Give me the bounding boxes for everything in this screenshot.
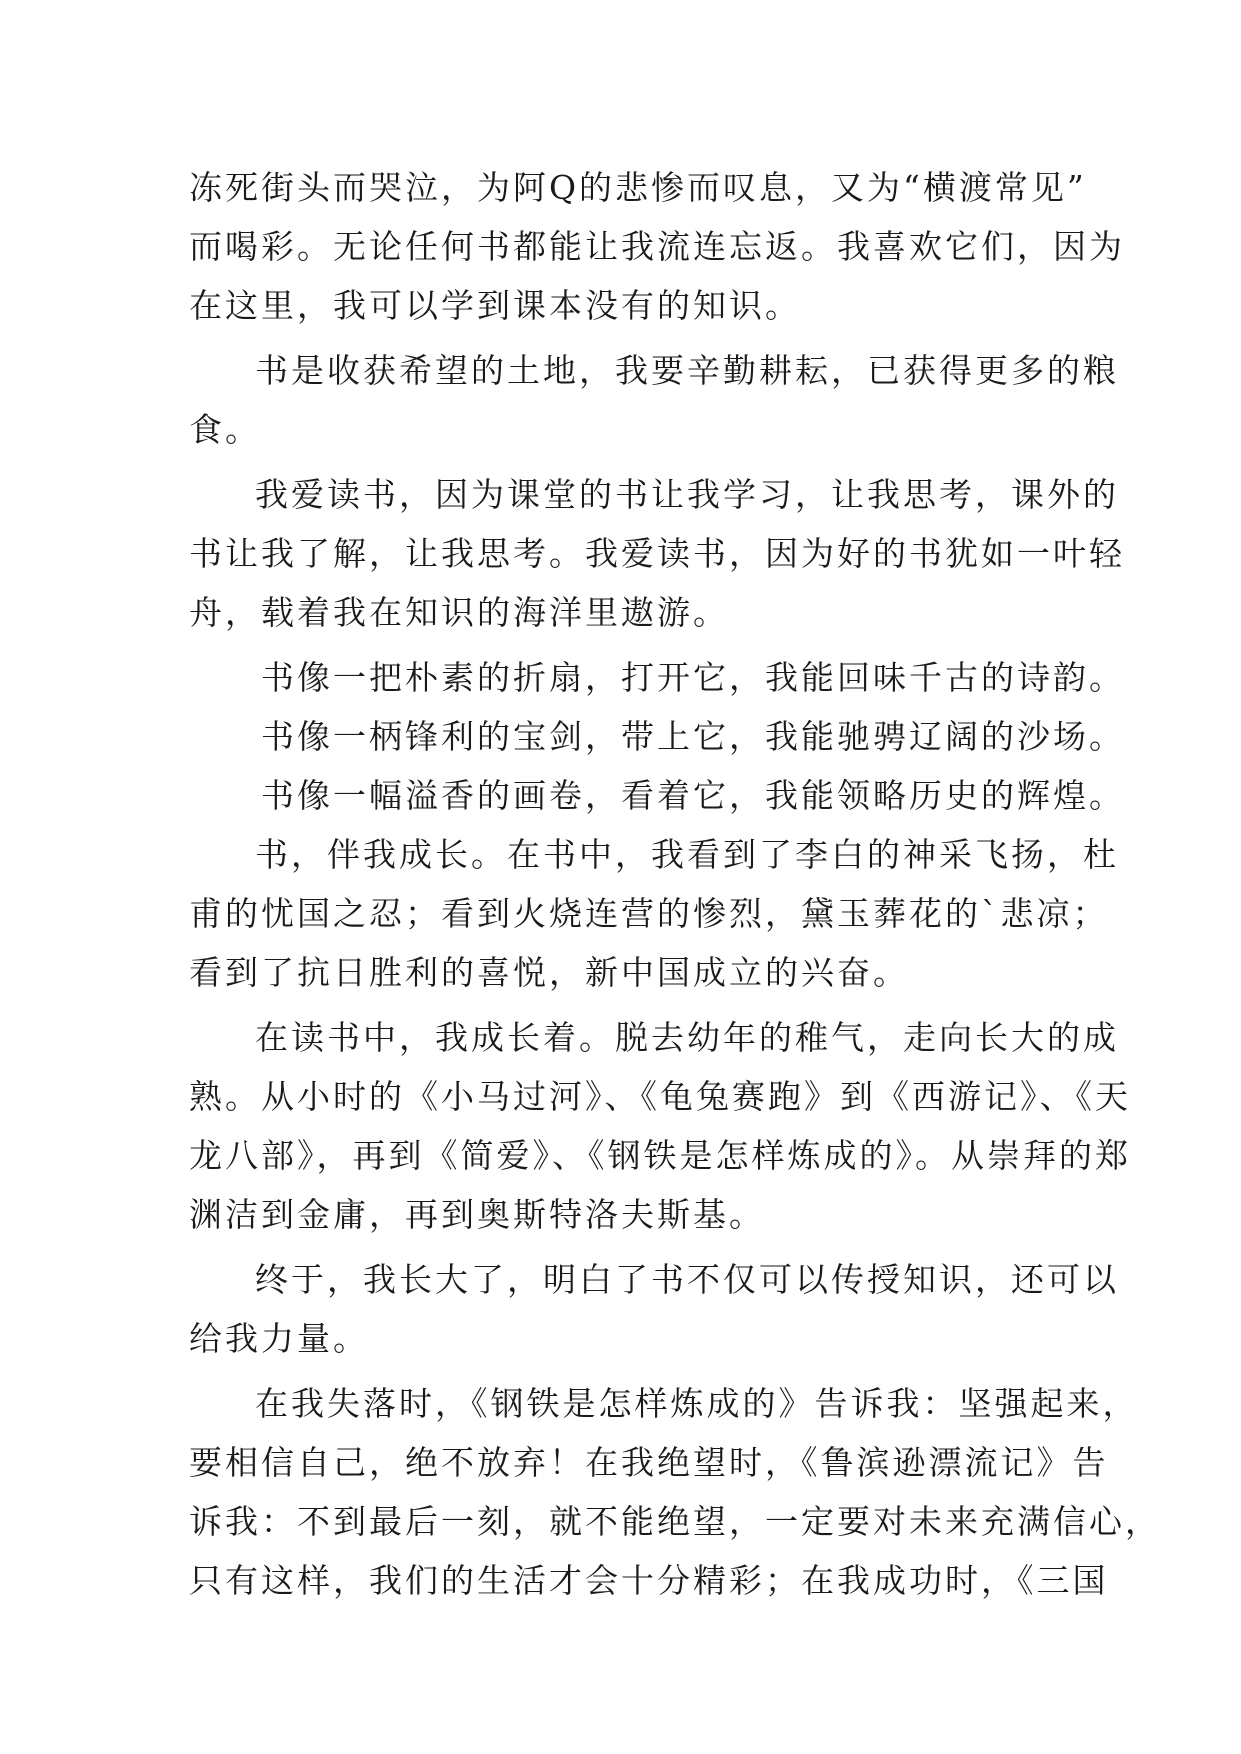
text-line: 在读书中，我成长着。脱去幼年的稚气，走向长大的成	[255, 1018, 1119, 1057]
text-line: 冻死街头而哭泣，为阿Q的悲惨而叹息，又为“横渡常见”	[189, 168, 1087, 207]
text-line: 给我力量。	[189, 1319, 369, 1358]
text-line: 我爱读书，因为课堂的书让我学习，让我思考，课外的	[255, 475, 1119, 514]
paragraph-8	[189, 1008, 1131, 1244]
text-line: 而喝彩。无论任何书都能让我流连忘返。我喜欢它们，因为	[189, 227, 1125, 266]
text-line: 看到了抗日胜利的喜悦，新中国成立的兴奋。	[189, 953, 909, 992]
document-body	[189, 158, 1161, 1610]
text-line: 书像一把朴素的折扇，打开它，我能回味千古的诗韵。	[261, 658, 1125, 697]
text-line: 龙八部》，再到《简爱》、《钢铁是怎样炼成的》。从崇拜的郑	[189, 1136, 1131, 1175]
text-line: 只有这样，我们的生活才会十分精彩；在我成功时，《三国	[189, 1561, 1109, 1600]
text-line: 渊洁到金庸，再到奥斯特洛夫斯基。	[189, 1195, 765, 1234]
text-line: 书让我了解，让我思考。我爱读书，因为好的书犹如一叶轻	[189, 534, 1125, 573]
text-line: 熟。从小时的《小马过河》、《龟兔赛跑》到《西游记》、《天	[189, 1077, 1131, 1116]
text-line: 在我失落时，《钢铁是怎样炼成的》告诉我：坚强起来，	[255, 1384, 1139, 1423]
text-line: 书像一柄锋利的宝剑，带上它，我能驰骋辽阔的沙场。	[261, 717, 1125, 756]
text-line: 书像一幅溢香的画卷，看着它，我能领略历史的辉煌。	[261, 776, 1125, 815]
text-line: 甫的忧国之忍；看到火烧连营的惨烈，黛玉葬花的`悲凉；	[189, 894, 1109, 933]
text-line: 要相信自己，绝不放弃！在我绝望时，《鲁滨逊漂流记》告	[189, 1443, 1109, 1482]
paragraph-10	[189, 1374, 1161, 1610]
text-line: 舟，载着我在知识的海洋里遨游。	[189, 593, 729, 632]
paragraph-7	[189, 825, 1119, 1002]
paragraph-9	[189, 1250, 1119, 1368]
paragraph-5	[189, 707, 1125, 766]
text-line: 书是收获希望的土地，我要辛勤耕耘，已获得更多的粮	[255, 351, 1119, 390]
paragraph-3	[189, 465, 1125, 642]
text-line: 诉我：不到最后一刻，就不能绝望，一定要对未来充满信心，	[189, 1502, 1161, 1541]
text-line: 在这里，我可以学到课本没有的知识。	[189, 286, 801, 325]
text-line: 食。	[189, 410, 261, 449]
paragraph-4	[189, 648, 1125, 707]
paragraph-1	[189, 158, 1125, 335]
text-line: 终于，我长大了，明白了书不仅可以传授知识，还可以	[255, 1260, 1119, 1299]
text-line: 书，伴我成长。在书中，我看到了李白的神采飞扬，杜	[255, 835, 1119, 874]
paragraph-2	[189, 341, 1119, 459]
paragraph-6	[189, 766, 1125, 825]
